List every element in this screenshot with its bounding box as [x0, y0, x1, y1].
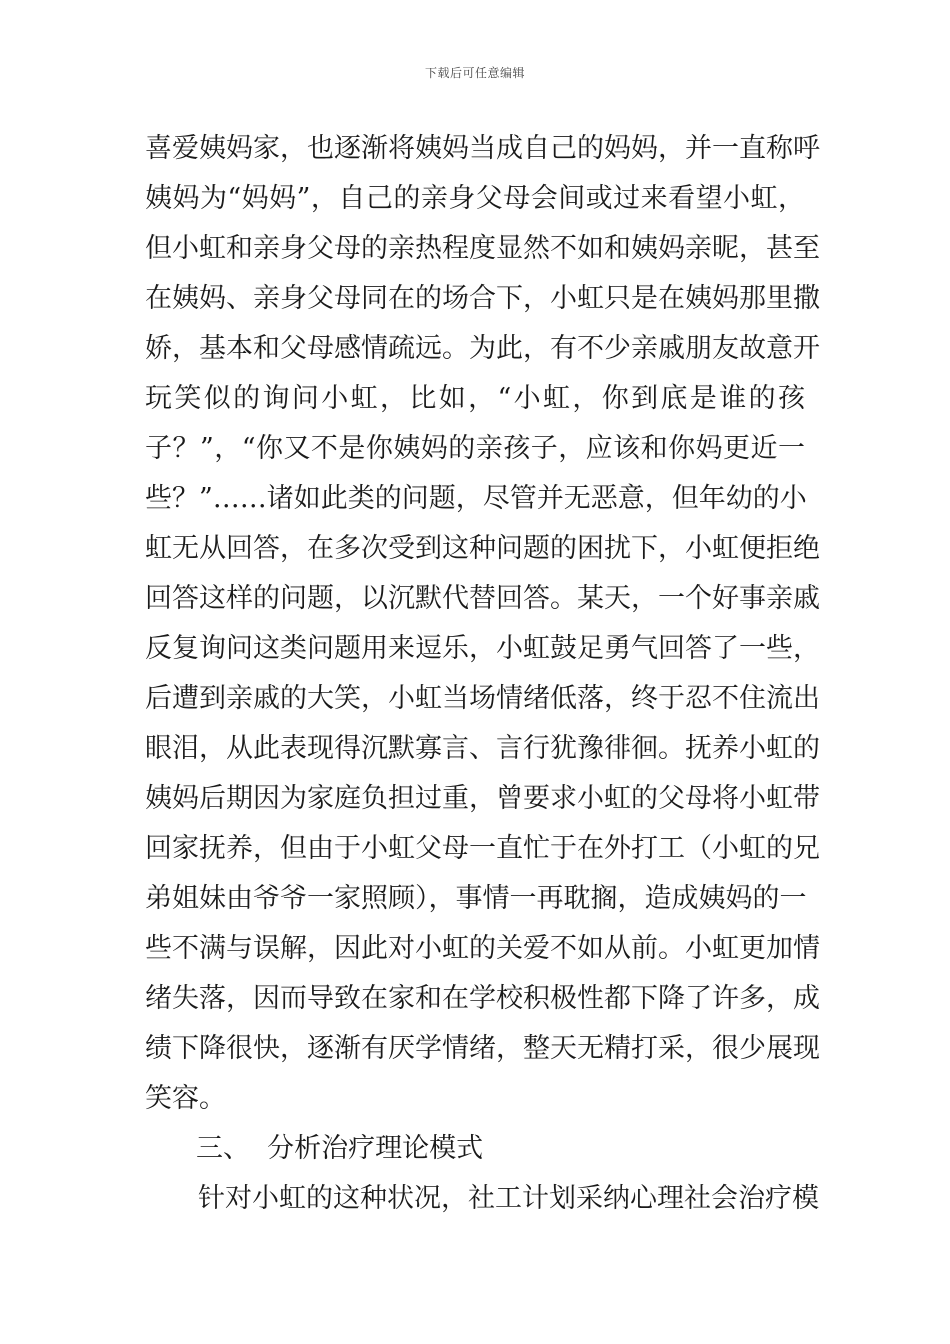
paragraph-line: 眼泪，从此表现得沉默寡言、言行犹豫徘徊。抚养小虹的 — [145, 733, 820, 764]
paragraph-line: 虹无从回答，在多次受到这种问题的困扰下，小虹便拒绝 — [145, 533, 820, 564]
paragraph-line: 喜爱姨妈家，也逐渐将姨妈当成自己的妈妈，并一直称呼 — [145, 133, 820, 164]
paragraph-line: 绩下降很快，逐渐有厌学情绪，整天无精打采，很少展现 — [145, 1033, 820, 1064]
paragraph-line: 笑容。 — [145, 1083, 226, 1114]
paragraph-line: 绪失落，因而导致在家和在学校积极性都下降了许多，成 — [145, 983, 820, 1014]
paragraph-line: 子？”，“你又不是你姨妈的亲孩子，应该和你妈更近一 — [145, 433, 805, 464]
paragraph-first-line: 针对小虹的这种状况，社工计划采纳心理社会治疗模 — [198, 1183, 819, 1214]
paragraph-line: 些不满与误解，因此对小虹的关爱不如从前。小虹更加情 — [145, 933, 820, 964]
paragraph-line: 回家抚养，但由于小虹父母一直忙于在外打工（小虹的兄 — [145, 833, 820, 864]
paragraph-line: 姨妈后期因为家庭负担过重，曾要求小虹的父母将小虹带 — [145, 783, 820, 814]
paragraph-line: 回答这样的问题，以沉默代替回答。某天，一个好事亲戚 — [145, 583, 820, 614]
header-note: 下载后可任意编辑 — [424, 66, 525, 80]
paragraph-line: 娇，基本和父母感情疏远。为此，有不少亲戚朋友故意开 — [145, 333, 820, 364]
paragraph-line: 姨妈为“妈妈”，自己的亲身父母会间或过来看望小虹， — [145, 183, 805, 214]
paragraph-line: 弟姐妹由爷爷一家照顾），事情一再耽搁，造成姨妈的一 — [145, 883, 807, 914]
paragraph-line: 些？”……诸如此类的问题，尽管并无恶意，但年幼的小 — [145, 483, 807, 514]
paragraph-line: 反复询问这类问题用来逗乐，小虹鼓足勇气回答了一些， — [145, 633, 820, 664]
paragraph-line: 玩笑似的询问小虹，比如，“小虹，你到底是谁的孩 — [145, 383, 805, 414]
paragraph-line: 后遭到亲戚的大笑，小虹当场情绪低落，终于忍不住流出 — [145, 683, 820, 714]
section-heading: 三、 分析治疗理论模式 — [196, 1133, 484, 1164]
paragraph-line: 但小虹和亲身父母的亲热程度显然不如和姨妈亲昵，甚至 — [145, 233, 820, 264]
paragraph-line: 在姨妈、亲身父母同在的场合下，小虹只是在姨妈那里撒 — [145, 283, 820, 314]
